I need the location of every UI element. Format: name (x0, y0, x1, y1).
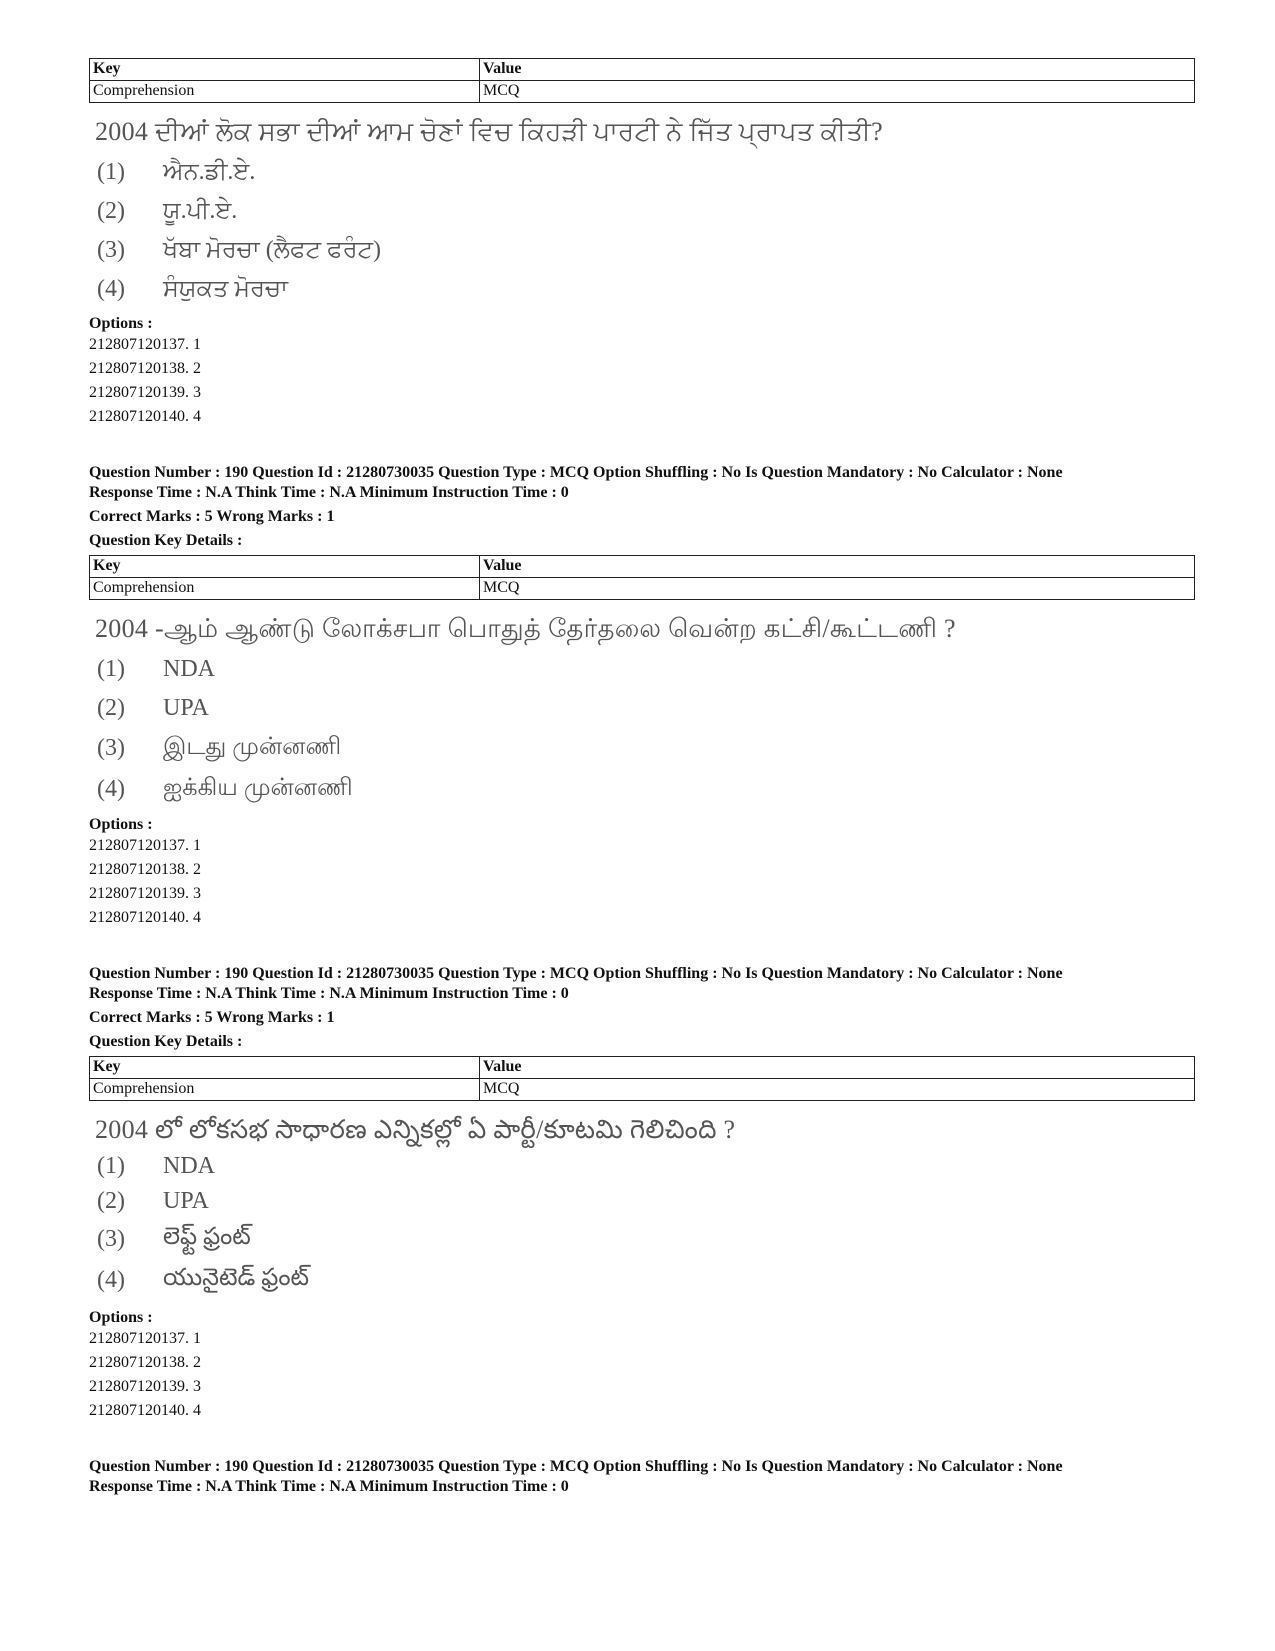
meta-line-2: Response Time : N.A Think Time : N.A Minimum Instruction Time : 0 (89, 985, 569, 1002)
question-block-tamil (89, 463, 1197, 930)
value-cell: MCQ (480, 81, 1195, 103)
question-key-table (89, 58, 1195, 103)
question-choice (95, 1264, 1197, 1297)
question-text: 2004 -ஆம் ஆண்டு லோக்சபா பொதுத் தேர்தலை வென்ற கட்சி/கூட்டணி ? (95, 614, 956, 643)
choice-number: (4) (97, 776, 125, 802)
choice-number: (4) (97, 1267, 125, 1293)
option-id: 212807120140. 4 (89, 408, 201, 425)
choice-number: (3) (97, 1226, 125, 1252)
choice-text: NDA (163, 1153, 215, 1179)
choice-text: இடது முன்னணி (163, 734, 342, 760)
meta-line-1: Question Number : 190 Question Id : 21280730035 Question Type : MCQ Option Shuffling : No Is Question Mandatory : No Calculator : None (89, 965, 1063, 982)
option-id: 212807120138. 2 (89, 360, 201, 377)
value-header: Value (480, 1057, 1195, 1079)
choice-number: (3) (97, 735, 125, 761)
key-header: Key (90, 59, 480, 81)
option-id: 212807120138. 2 (89, 861, 201, 878)
choice-text: ஐக்கிய முன்னணி (163, 775, 353, 801)
key-details-title: Question Key Details : (89, 1033, 243, 1050)
value-header: Value (480, 556, 1195, 578)
choice-text: ਯੂ.ਪੀ.ਏ. (163, 198, 238, 224)
question-block-telugu (89, 964, 1197, 1423)
question-choice (95, 1153, 1197, 1180)
key-details-title: Question Key Details : (89, 532, 243, 549)
option-id: 212807120139. 3 (89, 885, 201, 902)
choice-number: (3) (97, 237, 125, 263)
question-choice (95, 775, 1197, 804)
value-cell: MCQ (480, 1079, 1195, 1101)
value-header: Value (480, 59, 1195, 81)
question-choice (95, 159, 1197, 186)
document-page (89, 58, 1197, 1497)
option-id: 212807120140. 4 (89, 1402, 201, 1419)
choice-text: UPA (163, 695, 209, 721)
question-block-punjabi (89, 58, 1197, 429)
question-choice (95, 695, 1197, 722)
question-choice (95, 198, 1197, 225)
question-choice (95, 237, 1197, 264)
choice-text: UPA (163, 1188, 209, 1214)
choice-number: (4) (97, 276, 125, 302)
option-id: 212807120139. 3 (89, 384, 201, 401)
choice-text: NDA (163, 656, 215, 682)
question-meta (89, 964, 1197, 1004)
marks-line: Correct Marks : 5 Wrong Marks : 1 (89, 1009, 335, 1026)
question-image (95, 614, 1197, 804)
key-cell: Comprehension (90, 81, 480, 103)
question-text: 2004 లో లోకసభ సాధారణ ఎన్నికల్లో ఏ పార్టీ/కూటమి గెలిచింది ? (95, 1115, 736, 1144)
choice-text: ਐਨ.ਡੀ.ਏ. (163, 159, 256, 185)
value-cell: MCQ (480, 578, 1195, 600)
question-key-table (89, 1056, 1195, 1101)
meta-line-2: Response Time : N.A Think Time : N.A Minimum Instruction Time : 0 (89, 1478, 569, 1495)
choice-text: ਸੰਯੁਕਤ ਮੋਰਚਾ (163, 276, 289, 302)
option-id: 212807120139. 3 (89, 1378, 201, 1395)
key-cell: Comprehension (90, 578, 480, 600)
option-id: 212807120137. 1 (89, 336, 201, 353)
question-image (95, 117, 1197, 303)
question-key-table (89, 555, 1195, 600)
options-title: Options : (89, 816, 153, 833)
options-title: Options : (89, 1309, 153, 1326)
meta-line-2: Response Time : N.A Think Time : N.A Minimum Instruction Time : 0 (89, 484, 569, 501)
choice-text: లెఫ్ట్ ఫ్రంట్ (163, 1224, 251, 1250)
option-id: 212807120138. 2 (89, 1354, 201, 1371)
choice-text: యునైటెడ్ ఫ్రంట్ (163, 1265, 310, 1291)
question-choice (95, 656, 1197, 683)
choice-number: (2) (97, 1188, 125, 1214)
meta-line-1: Question Number : 190 Question Id : 21280730035 Question Type : MCQ Option Shuffling : No Is Question Mandatory : No Calculator : None (89, 1458, 1063, 1475)
choice-text: ਖੱਬਾ ਮੋਰਚਾ (ਲੈਫਟ ਫਰੰਟ) (163, 237, 381, 263)
choice-number: (1) (97, 656, 125, 682)
question-choice (95, 1188, 1197, 1215)
question-image (95, 1115, 1197, 1297)
question-text: 2004 ਦੀਆਂ ਲੋਕ ਸਭਾ ਦੀਆਂ ਆਮ ਚੋਣਾਂ ਵਿਚ ਕਿਹੜੀ ਪਾਰਟੀ ਨੇ ਜਿੱਤ ਪ੍ਰਾਪਤ ਕੀਤੀ? (95, 117, 884, 146)
choice-number: (2) (97, 198, 125, 224)
option-id: 212807120137. 1 (89, 837, 201, 854)
option-id: 212807120137. 1 (89, 1330, 201, 1347)
options-title: Options : (89, 315, 153, 332)
key-cell: Comprehension (90, 1079, 480, 1101)
choice-number: (1) (97, 1153, 125, 1179)
question-choice (95, 276, 1197, 303)
meta-line-1: Question Number : 190 Question Id : 21280730035 Question Type : MCQ Option Shuffling : No Is Question Mandatory : No Calculator : None (89, 464, 1063, 481)
key-header: Key (90, 556, 480, 578)
choice-number: (2) (97, 695, 125, 721)
key-header: Key (90, 1057, 480, 1079)
question-choice (95, 734, 1197, 763)
next-question-meta (89, 1457, 1197, 1497)
question-meta (89, 463, 1197, 503)
question-choice (95, 1223, 1197, 1256)
option-id: 212807120140. 4 (89, 909, 201, 926)
marks-line: Correct Marks : 5 Wrong Marks : 1 (89, 508, 335, 525)
choice-number: (1) (97, 159, 125, 185)
